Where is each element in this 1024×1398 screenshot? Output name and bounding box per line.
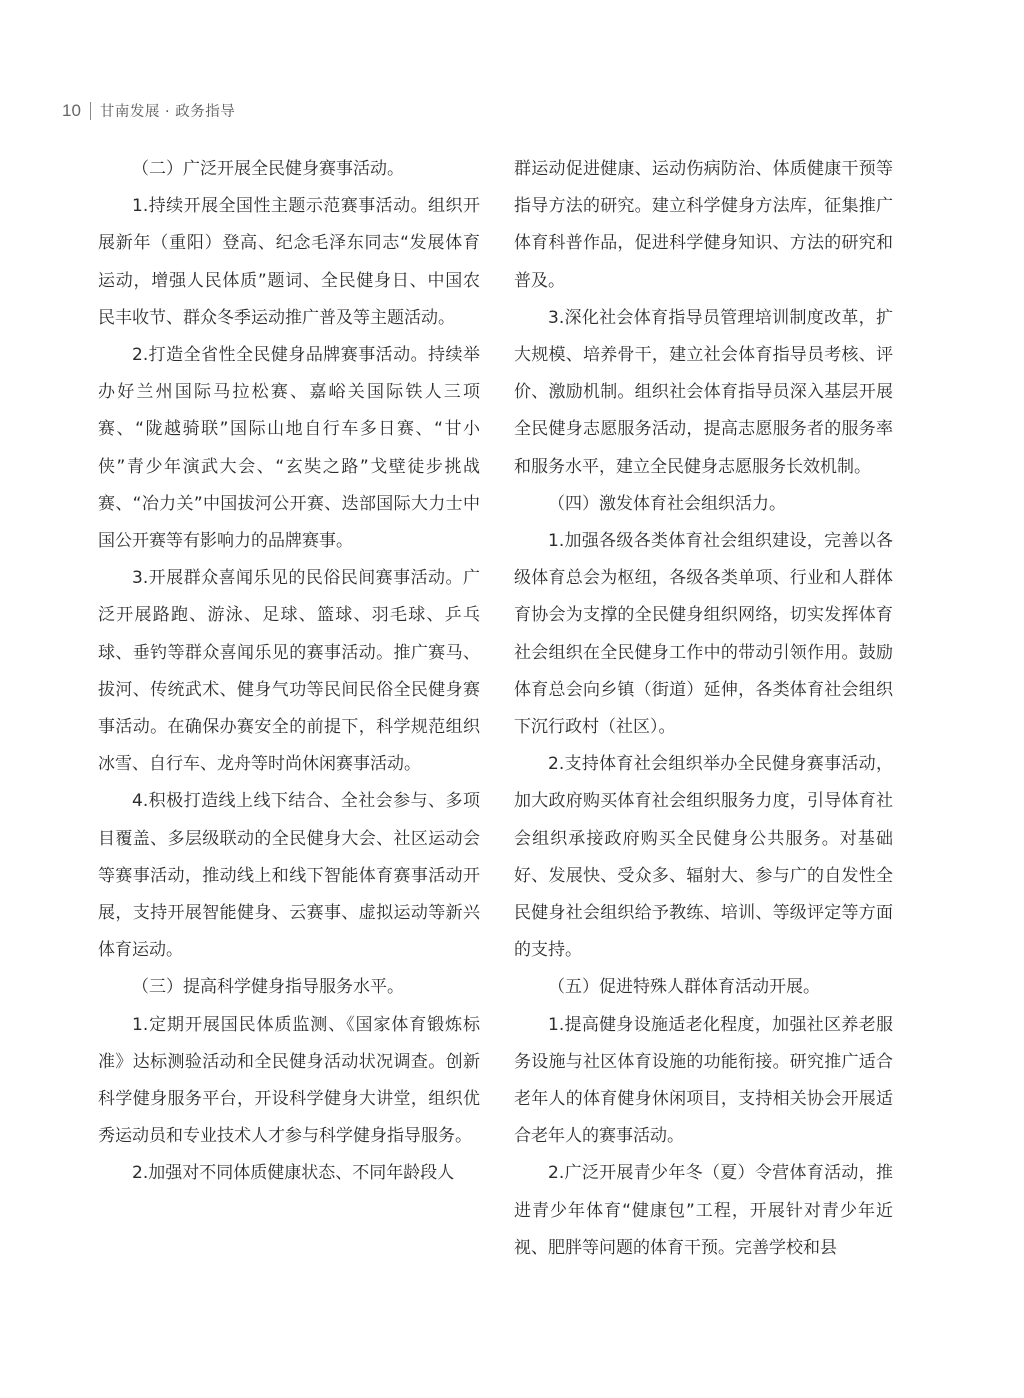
section-heading-5: （五）促进特殊人群体育活动开展。 bbox=[548, 977, 820, 998]
paragraph: 3.开展群众喜闻乐见的民俗民间赛事活动。广泛开展路跑、游泳、足球、篮球、羽毛球、乒乓球、垂钓等群众喜闻乐见的赛事活动。推广赛马、拔河、传统武术、健身气功等民间民俗全民健身赛事活动。在确保办赛安全的前提下，科学规范组织冰雪、自行车、龙舟等时尚休闲赛事活动。 bbox=[98, 568, 480, 775]
page-number: 10 bbox=[62, 100, 81, 120]
paragraph: 1.加强各级各类体育社会组织建设，完善以各级体育总会为枢纽，各级各类单项、行业和人群体育协会为支撑的全民健身组织网络，切实发挥体育社会组织在全民健身工作中的带动引领作用。鼓励体育总会向乡镇（街道）延伸，各类体育社会组织下沉行政村（社区）。 bbox=[514, 531, 893, 738]
left-column bbox=[98, 151, 480, 1193]
paragraph-continuation: 群运动促进健康、运动伤病防治、体质健康干预等指导方法的研究。建立科学健身方法库，征集推广体育科普作品，促进科学健身知识、方法的研究和普及。 bbox=[514, 159, 893, 291]
paragraph: 3.深化社会体育指导员管理培训制度改革，扩大规模、培养骨干，建立社会体育指导员考核、评价、激励机制。组织社会体育指导员深入基层开展全民健身志愿服务活动，提高志愿服务者的服务率和服务水平，建立全民健身志愿服务长效机制。 bbox=[514, 307, 893, 477]
paragraph: 1.持续开展全国性主题示范赛事活动。组织开展新年（重阳）登高、纪念毛泽东同志“发展体育运动，增强人民体质”题词、全民健身日、中国农民丰收节、群众冬季运动推广普及等主题活动。 bbox=[98, 196, 480, 328]
section-heading-2: （二）广泛开展全民健身赛事活动。 bbox=[132, 159, 404, 179]
paragraph: 4.积极打造线上线下结合、全社会参与、多项目覆盖、多层级联动的全民健身大会、社区运动会等赛事活动，推动线上和线下智能体育赛事活动开展，支持开展智能健身、云赛事、虚拟运动等新兴体育运动。 bbox=[98, 791, 480, 961]
page-header bbox=[62, 100, 235, 121]
paragraph: 1.定期开展国民体质监测、《国家体育锻炼标准》达标测验活动和全民健身活动状况调查。创新科学健身服务平台，开设科学健身大讲堂，组织优秀运动员和专业技术人才参与科学健身指导服务。 bbox=[98, 1014, 480, 1147]
paragraph: 1.提高健身设施适老化程度，加强社区养老服务设施与社区体育设施的功能衔接。研究推广适合老年人的体育健身休闲项目，支持相关协会开展适合老年人的赛事活动。 bbox=[514, 1014, 893, 1147]
paragraph: 2.加强对不同体质健康状态、不同年龄段人 bbox=[132, 1163, 455, 1184]
section-heading-4: （四）激发体育社会组织活力。 bbox=[548, 493, 786, 514]
running-title: 甘南发展 · 政务指导 bbox=[99, 104, 236, 120]
paragraph: 2.广泛开展青少年冬（夏）令营体育活动，推进青少年体育“健康包”工程，开展针对青少年近视、肥胖等问题的体育干预。完善学校和县 bbox=[514, 1163, 893, 1258]
section-heading-3: （三）提高科学健身指导服务水平。 bbox=[132, 977, 404, 998]
paragraph: 2.打造全省性全民健身品牌赛事活动。持续举办好兰州国际马拉松赛、嘉峪关国际铁人三项赛、“陇越骑联”国际山地自行车多日赛、“甘小侠”青少年演武大会、“玄奘之路”戈壁徒步挑战赛、“冶力关”中国拔河公开赛、迭部国际大力士中国公开赛等有影响力的品牌赛事。 bbox=[98, 345, 480, 552]
paragraph: 2.支持体育社会组织举办全民健身赛事活动，加大政府购买体育社会组织服务力度，引导体育社会组织承接政府购买全民健身公共服务。对基础好、发展快、受众多、辐射大、参与广的自发性全民健身社会组织给予教练、培训、等级评定等方面的支持。 bbox=[514, 754, 893, 961]
right-column bbox=[514, 151, 893, 1267]
header-divider bbox=[90, 102, 91, 120]
